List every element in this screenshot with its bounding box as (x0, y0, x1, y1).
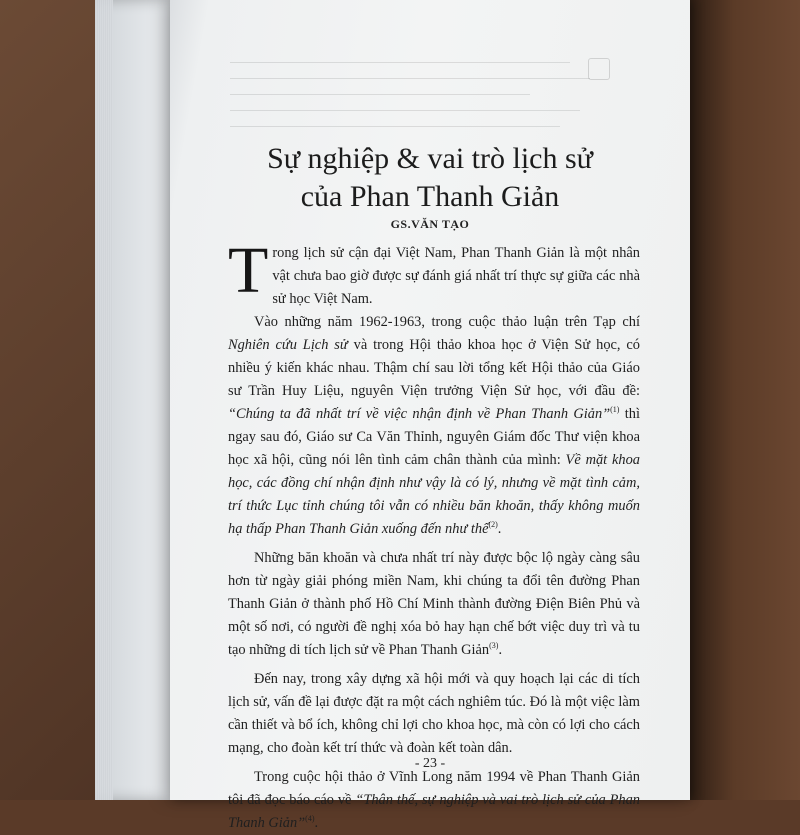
paragraph-1 (228, 234, 640, 311)
bleed-through-line (230, 126, 560, 127)
chapter-title (170, 140, 690, 216)
bleed-through-line (230, 78, 590, 79)
chapter-title-line-2: của Phan Thanh Giản (300, 180, 560, 213)
paragraph-5-text: Trong cuộc hội thảo ở Vĩnh Long năm 1994 về Phan Thanh Giản tôi đã đọc báo cáo về (228, 769, 640, 808)
paragraph-3-text: Những băn khoăn và chưa nhất trí này được bộc lộ ngày càng sâu hơn từ ngày giải phóng miền Nam, khi chúng ta đổi tên đường Phan Thanh Giản ở thành phố Hồ Chí Minh thành đường Điện Biên Phủ và một số nơi, có người đề nghị xóa bỏ hay hạn chế bớt việc duy trì và tu tạo những di tích lịch sử về Phan Thanh Giản (228, 550, 640, 658)
footnote-ref-1: (1) (610, 405, 620, 414)
bleed-through-line (230, 110, 580, 111)
page-edges (95, 0, 113, 800)
footnote-ref-4: (4) (305, 814, 315, 823)
paragraph-5-end: . (314, 815, 319, 831)
book-page (170, 0, 690, 831)
right-shadow (690, 0, 800, 800)
paragraph-3 (228, 547, 640, 662)
paragraph-2-text-a: Vào những năm 1962-1963, trong cuộc thảo luận trên Tạp chí (254, 314, 640, 330)
paragraph-2 (228, 311, 640, 541)
quoted-heading: “Chúng ta đã nhất trí về việc nhận định về Phan Thanh Giản” (228, 406, 611, 422)
article-body (228, 234, 640, 835)
paragraph-4 (228, 668, 640, 760)
report-title: “Thân thế, sự nghiệp và vai trò lịch sử của Phan Thanh Giản” (228, 792, 640, 831)
journal-title: Nghiên cứu Lịch sử (228, 337, 348, 353)
quoted-statement: Về mặt khoa học, các đồng chí nhận định như vậy là có lý, nhưng về mặt tình cảm, trí thức Lục tỉnh chúng tôi vẫn có nhiều băn khoăn, thấy không muốn hạ thấp Phan Thanh Giản xuống đến như thế (228, 452, 640, 537)
paragraph-2-end: . (497, 521, 502, 537)
page-number: - 23 - (414, 756, 446, 771)
chapter-title-line-1: Sự nghiệp & vai trò lịch sử (267, 142, 593, 175)
author-name: GS.VĂN TẠO (390, 217, 470, 231)
bleed-through-line (230, 62, 570, 63)
footnote-ref-2: (2) (488, 520, 498, 529)
bleed-through-line (230, 94, 530, 95)
paragraph-3-end: . (498, 642, 503, 658)
paragraph-4-text: Đến nay, trong xây dựng xã hội mới và quy hoạch lại các di tích lịch sử, vấn đề lại được đặt ra một cách nghiêm túc. Đó là một việc làm cần thiết và bổ ích, không chỉ lợi cho khoa học, mà còn có lợi cho cách mạng, cho đoàn kết trí thức và đoàn kết toàn dân. (228, 671, 640, 756)
footnote-ref-3: (3) (489, 641, 499, 650)
paragraph-5 (228, 766, 640, 835)
paragraph-2-text-c: thì ngay sau đó, Giáo sư Ca Văn Thỉnh, nguyên Giám đốc Thư viện khoa học xã hội, cũng nói lên tình cảm chân thành của mình: (228, 406, 640, 468)
drop-cap: T (228, 234, 269, 307)
bleed-through-badge (588, 58, 610, 80)
paragraph-1-text: rong lịch sử cận đại Việt Nam, Phan Thanh Giản là một nhân vật chưa bao giờ được sự đánh giá nhất trí thực sự giữa các nhà sử học Việt Nam. (272, 245, 640, 307)
paragraph-2-text-b: và trong Hội thảo khoa học ở Viện Sử học, có nhiều ý kiến khác nhau. Thậm chí sau lời tổng kết Hội thảo của Giáo sư Trần Huy Liệu, nguyên Viện trưởng Viện Sử học, với đầu đề: (228, 337, 640, 399)
